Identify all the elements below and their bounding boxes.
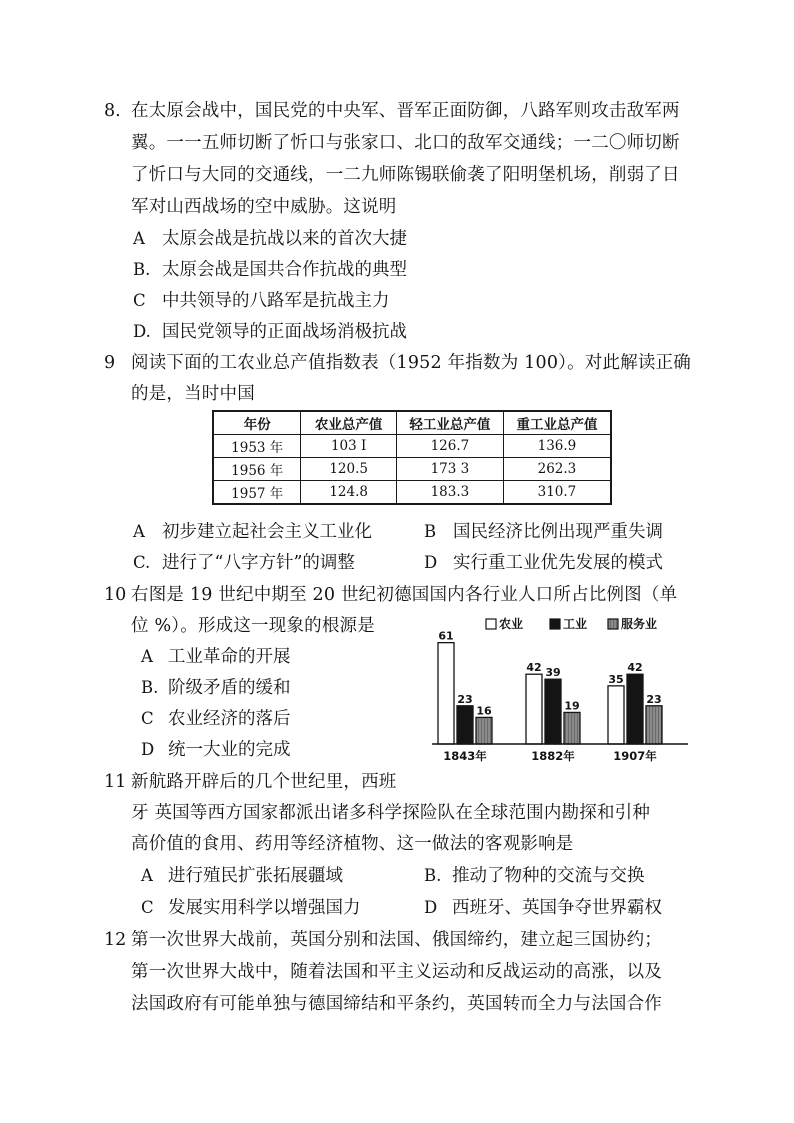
option-text: 太原会战是抗战以来的首次大捷 — [162, 229, 407, 249]
option-text: 进行殖民扩张拓展疆域 — [168, 866, 343, 886]
legend-label: 农业 — [499, 617, 524, 631]
legend-swatch-工业 — [550, 619, 560, 629]
table-row — [213, 458, 611, 481]
option-text: 中共领导的八路军是抗战主力 — [162, 291, 390, 311]
option-letter: B — [424, 522, 437, 541]
table-row — [213, 435, 611, 458]
question-text-line: 高价值的食用、药用等经济植物、这一做法的客观影响是 — [131, 834, 574, 854]
option-text: 国民党领导的正面战场消极抗战 — [162, 322, 407, 342]
option-letter: B. — [424, 866, 442, 885]
table-row — [213, 481, 611, 505]
option-letter: C — [141, 898, 154, 917]
table-cell: 173 3 — [396, 458, 503, 481]
question-text-line: 了忻口与大同的交通线，一二九师陈锡联偷袭了阳明堡机场，削弱了日 — [131, 165, 680, 185]
bar-服务业-1843年 — [476, 717, 492, 744]
question-text-line: 的是，当时中国 — [131, 384, 255, 404]
option-letter: C — [141, 709, 154, 728]
question-text-line: 阅读下面的工农业总产值指数表（1952 年指数为 100）。对此解读正确 — [131, 353, 692, 373]
data-label: 23 — [646, 692, 662, 706]
question-text-line: 在太原会战中，国民党的中央军、晋军正面防御，八路军则攻击敌军两 — [131, 101, 680, 121]
question-number: 9 — [104, 353, 116, 373]
table-header-cell: 重工业总产值 — [503, 411, 611, 435]
question-number: 11 — [104, 772, 127, 792]
table-cell: 1956 年 — [213, 458, 301, 481]
table-header-row — [213, 411, 611, 435]
option-text: 初步建立起社会主义工业化 — [162, 522, 372, 542]
option-text: 推动了物种的交流与交换 — [452, 866, 645, 886]
option-text: 发展实用科学以增强国力 — [168, 898, 361, 918]
question-text-line: 军对山西战场的空中威胁。这说明 — [131, 197, 397, 217]
bar-农业-1843年 — [438, 643, 454, 744]
question-text-line: 右图是 19 世纪中期至 20 世纪初德国国内各行业人口所占比例图（单 — [131, 585, 678, 605]
data-label: 35 — [608, 672, 624, 686]
question-text-line: 牙 英国等西方国家都派出诸多科学探险队在全球范围内勘探和引种 — [131, 803, 651, 823]
table-cell: 126.7 — [396, 435, 503, 458]
option-letter: A — [141, 647, 153, 666]
question-number: 10 — [104, 585, 127, 605]
table-cell: 136.9 — [503, 435, 611, 458]
question-text-line: 位 %）。形成这一现象的根源是 — [131, 616, 375, 636]
bar-农业-1882年 — [526, 674, 542, 744]
option-text: 实行重工业优先发展的模式 — [453, 553, 663, 573]
data-label: 39 — [545, 666, 561, 680]
option-text: 农业经济的落后 — [168, 709, 291, 729]
option-letter: A — [133, 522, 145, 541]
table-header-cell: 农业总产值 — [301, 411, 396, 435]
option-text: 太原会战是国共合作抗战的典型 — [162, 260, 407, 280]
option-text: 国民经济比例出现严重失调 — [453, 522, 663, 542]
option-letter: D — [424, 553, 438, 572]
option-letter: B. — [141, 678, 159, 697]
option-text: 进行了“八字方针”的调整 — [162, 553, 355, 573]
data-label: 16 — [476, 704, 492, 718]
data-label: 42 — [627, 661, 643, 675]
bar-工业-1843年 — [457, 706, 473, 744]
legend-label: 服务业 — [621, 617, 658, 631]
question-text-line: 第一次世界大战前，英国分别和法国、俄国缔约，建立起三国协约； — [131, 930, 662, 950]
table-cell: 103 I — [301, 435, 396, 458]
data-label: 19 — [564, 699, 580, 713]
bar-农业-1907年 — [608, 686, 624, 744]
table-cell: 124.8 — [301, 481, 396, 505]
index-table — [212, 410, 612, 505]
table-cell: 120.5 — [301, 458, 396, 481]
option-letter: D — [424, 898, 438, 917]
question-text-line: 新航路开辟后的几个世纪里，西班 — [131, 772, 397, 792]
table-cell: 1953 年 — [213, 435, 301, 458]
option-text: 统一大业的完成 — [168, 740, 291, 760]
table-cell: 183.3 — [396, 481, 503, 505]
table-header-cell: 轻工业总产值 — [396, 411, 503, 435]
option-letter: C — [133, 291, 146, 310]
question-text-line: 翼。一一五师切断了忻口与张家口、北口的敌军交通线；一二〇师切断 — [131, 133, 680, 153]
table-header-cell: 年份 — [213, 411, 301, 435]
question-text-line: 第一次世界大战中，随着法国和平主义运动和反战运动的高涨，以及 — [131, 962, 662, 982]
x-tick-label: 1907年 — [613, 749, 657, 763]
option-text: 西班牙、英国争夺世界霸权 — [452, 898, 662, 918]
bar-服务业-1882年 — [564, 712, 580, 744]
employment-share-bar-chart — [430, 610, 690, 770]
option-letter: A — [141, 866, 153, 885]
question-number: 12 — [104, 930, 127, 950]
question-number: 8. — [104, 101, 121, 121]
table-cell: 310.7 — [503, 481, 611, 505]
option-letter: D. — [133, 322, 151, 341]
data-label: 42 — [526, 661, 542, 675]
data-label: 61 — [438, 629, 454, 643]
option-letter: D — [141, 740, 155, 759]
legend-label: 工业 — [563, 617, 588, 631]
option-letter: A — [133, 229, 145, 248]
x-tick-label: 1882年 — [531, 749, 575, 763]
option-text: 阶级矛盾的缓和 — [168, 678, 291, 698]
x-tick-label: 1843年 — [443, 749, 487, 763]
legend-swatch-农业 — [486, 619, 496, 629]
option-letter: C. — [133, 553, 151, 572]
table-cell: 262.3 — [503, 458, 611, 481]
bar-服务业-1907年 — [646, 706, 662, 744]
option-letter: B. — [133, 260, 151, 279]
bar-工业-1907年 — [627, 674, 643, 744]
bar-工业-1882年 — [545, 679, 561, 744]
option-text: 工业革命的开展 — [168, 647, 291, 667]
question-text-line: 法国政府有可能单独与德国缔结和平条约，英国转而全力与法国合作 — [131, 994, 662, 1014]
legend-swatch-服务业 — [608, 619, 618, 629]
data-label: 23 — [457, 692, 473, 706]
table-cell: 1957 年 — [213, 481, 301, 505]
